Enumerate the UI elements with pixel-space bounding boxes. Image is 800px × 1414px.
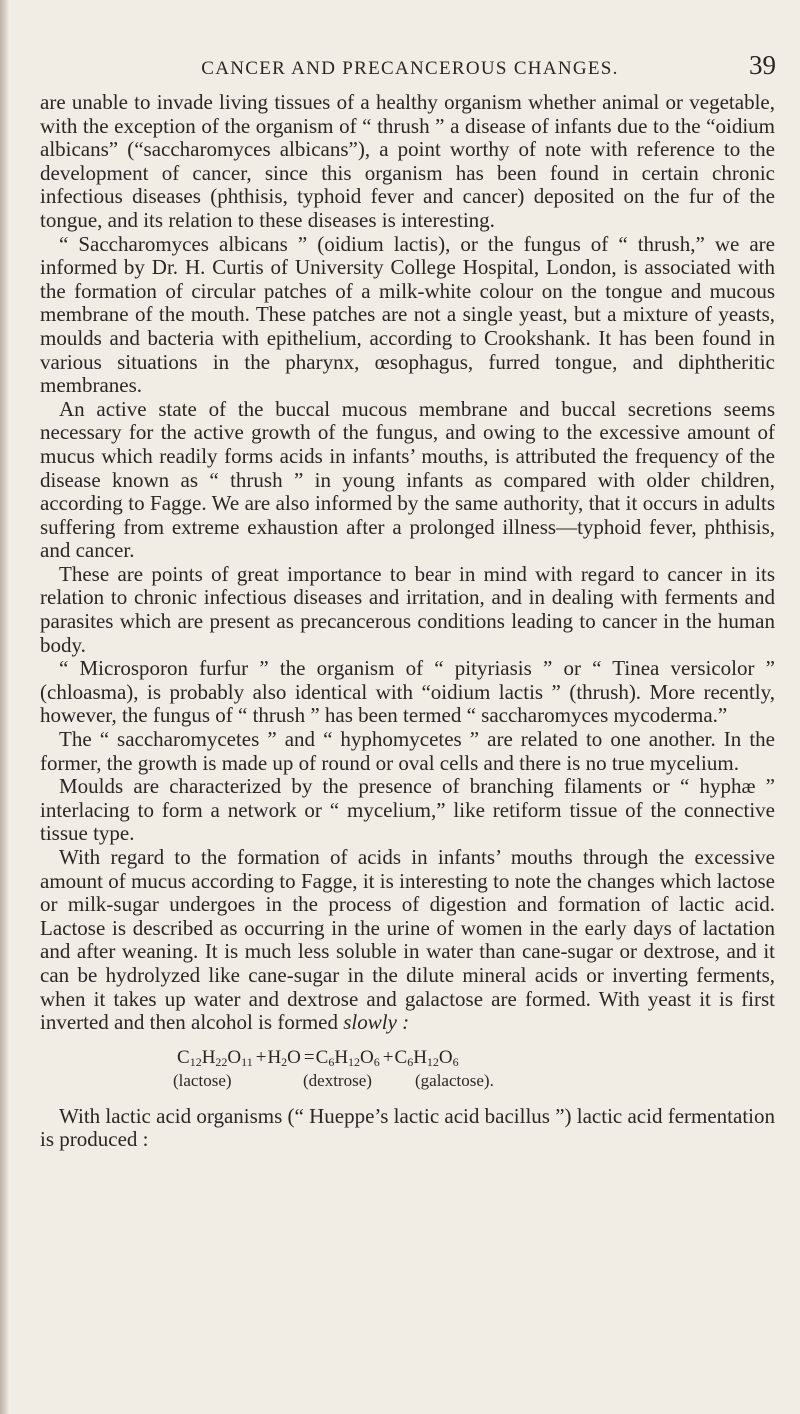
plus-sign: + <box>255 1046 267 1068</box>
chemical-equation <box>40 1047 775 1069</box>
formula-lactose: $C_{12}H_{22}O_{11}$ <box>177 1046 253 1069</box>
paragraph-7: Moulds are characterized by the presence of branching filaments or “ hyphæ ” interlacing to form a network or “ mycelium,” like retiform tissue of the connective tissue type. <box>40 774 775 846</box>
formula-dextrose: $C_6H_{12}O_6$ <box>315 1046 380 1069</box>
paragraph-8 <box>40 846 775 1035</box>
formula-water: $H_2O$ <box>267 1046 301 1069</box>
paragraph-2: “ Saccharomyces albicans ” (oidium lactis), or the fungus of “ thrush,” we are informed by Dr. H. Curtis of University College Hospital, London, is associated with the formation of circular patches of a milk-white colour on the tongue and mucous membrane of the mouth. These patches are not a single yeast, but a mixture of yeasts, moulds and bacteria with epithelium, according to Crookshank. It has been found in various situations in the pharynx, œsophagus, furred tongue, and diphtheritic membranes. <box>40 231 775 398</box>
paragraph-3: An active state of the buccal mucous membrane and buccal secretions seems necessary for the active growth of the fungus, and owing to the excessive amount of mucus which readily forms acids in infants’ mouths, is attributed the frequency of the disease known as “ thrush ” in young infants as compared with older children, according to Fagge. We are also informed by the same authority, that it occurs in adults suffering from extreme exhaustion after a prolonged illness—typhoid fever, phthisis, and cancer. <box>40 396 775 563</box>
caption-lactose: (lactose) <box>173 1070 232 1090</box>
running-head <box>40 50 780 86</box>
body-text <box>40 91 775 1152</box>
caption-dextrose: (dextrose) <box>303 1070 372 1090</box>
plus-sign: + <box>382 1046 394 1068</box>
paragraph-8-text: With regard to the formation of acids in infants’ mouths through the excessive amount of mucus according to Fagge, it is interesting to note the changes which lactose or milk-sugar undergoes in the process of digestion and formation of lactic acid. Lactose is described as occurring in the urine of women in the early days of lactation and after weaning. It is much less soluble in water than cane-sugar or dextrose, and it can be hydrolyzed like cane-sugar in the dilute mineral acids or inverting ferments, when it takes up water and dextrose and galactose are formed. With yeast it is first inverted and then alcohol is formed <box>40 845 775 1035</box>
caption-galactose: (galactose). <box>415 1070 494 1090</box>
equation-captions <box>40 1071 775 1091</box>
closing-paragraph: With lactic acid organisms (“ Hueppe’s lactic acid bacillus ”) lactic acid fermentation is produced : <box>40 1103 775 1152</box>
page-header-title: CANCER AND PRECANCEROUS CHANGES. <box>201 58 619 79</box>
paragraph-5: “ Microsporon furfur ” the organism of “ pityriasis ” or “ Tinea versicolor ” (chloasma), is probably also identical with “oidium lactis ” (thrush). More recently, however, the fungus of “ thrush ” has been termed “ saccharomyces mycoderma.” <box>40 656 775 728</box>
equals-sign: = <box>303 1046 315 1068</box>
paragraph-6: The “ saccharomycetes ” and “ hyphomycetes ” are related to one another. In the former, the growth is made up of round or oval cells and there is no true mycelium. <box>40 727 775 775</box>
page-edge-shadow <box>0 0 9 1414</box>
paragraph-4: These are points of great importance to bear in mind with regard to cancer in its relation to chronic infectious diseases and irritation, and in dealing with ferments and parasites which are present as precancerous conditions leading to cancer in the human body. <box>40 561 775 657</box>
paragraph-1: are unable to invade living tissues of a healthy organism whether animal or vegetable, with the exception of the organism of “ thrush ” a disease of infants due to the “oidium albicans” (“saccharomyces albicans”), a point worthy of note with reference to the development of cancer, since this organism has been found in certain chronic infectious diseases (phthisis, typhoid fever and cancer) deposited on the fur of the tongue, and its relation to these diseases is interesting. <box>40 90 775 232</box>
formula-galactose: $C_6H_{12}O_6$ <box>394 1046 459 1069</box>
emphasis-slowly: slowly : <box>343 1010 410 1035</box>
page-number: 39 <box>749 50 776 80</box>
